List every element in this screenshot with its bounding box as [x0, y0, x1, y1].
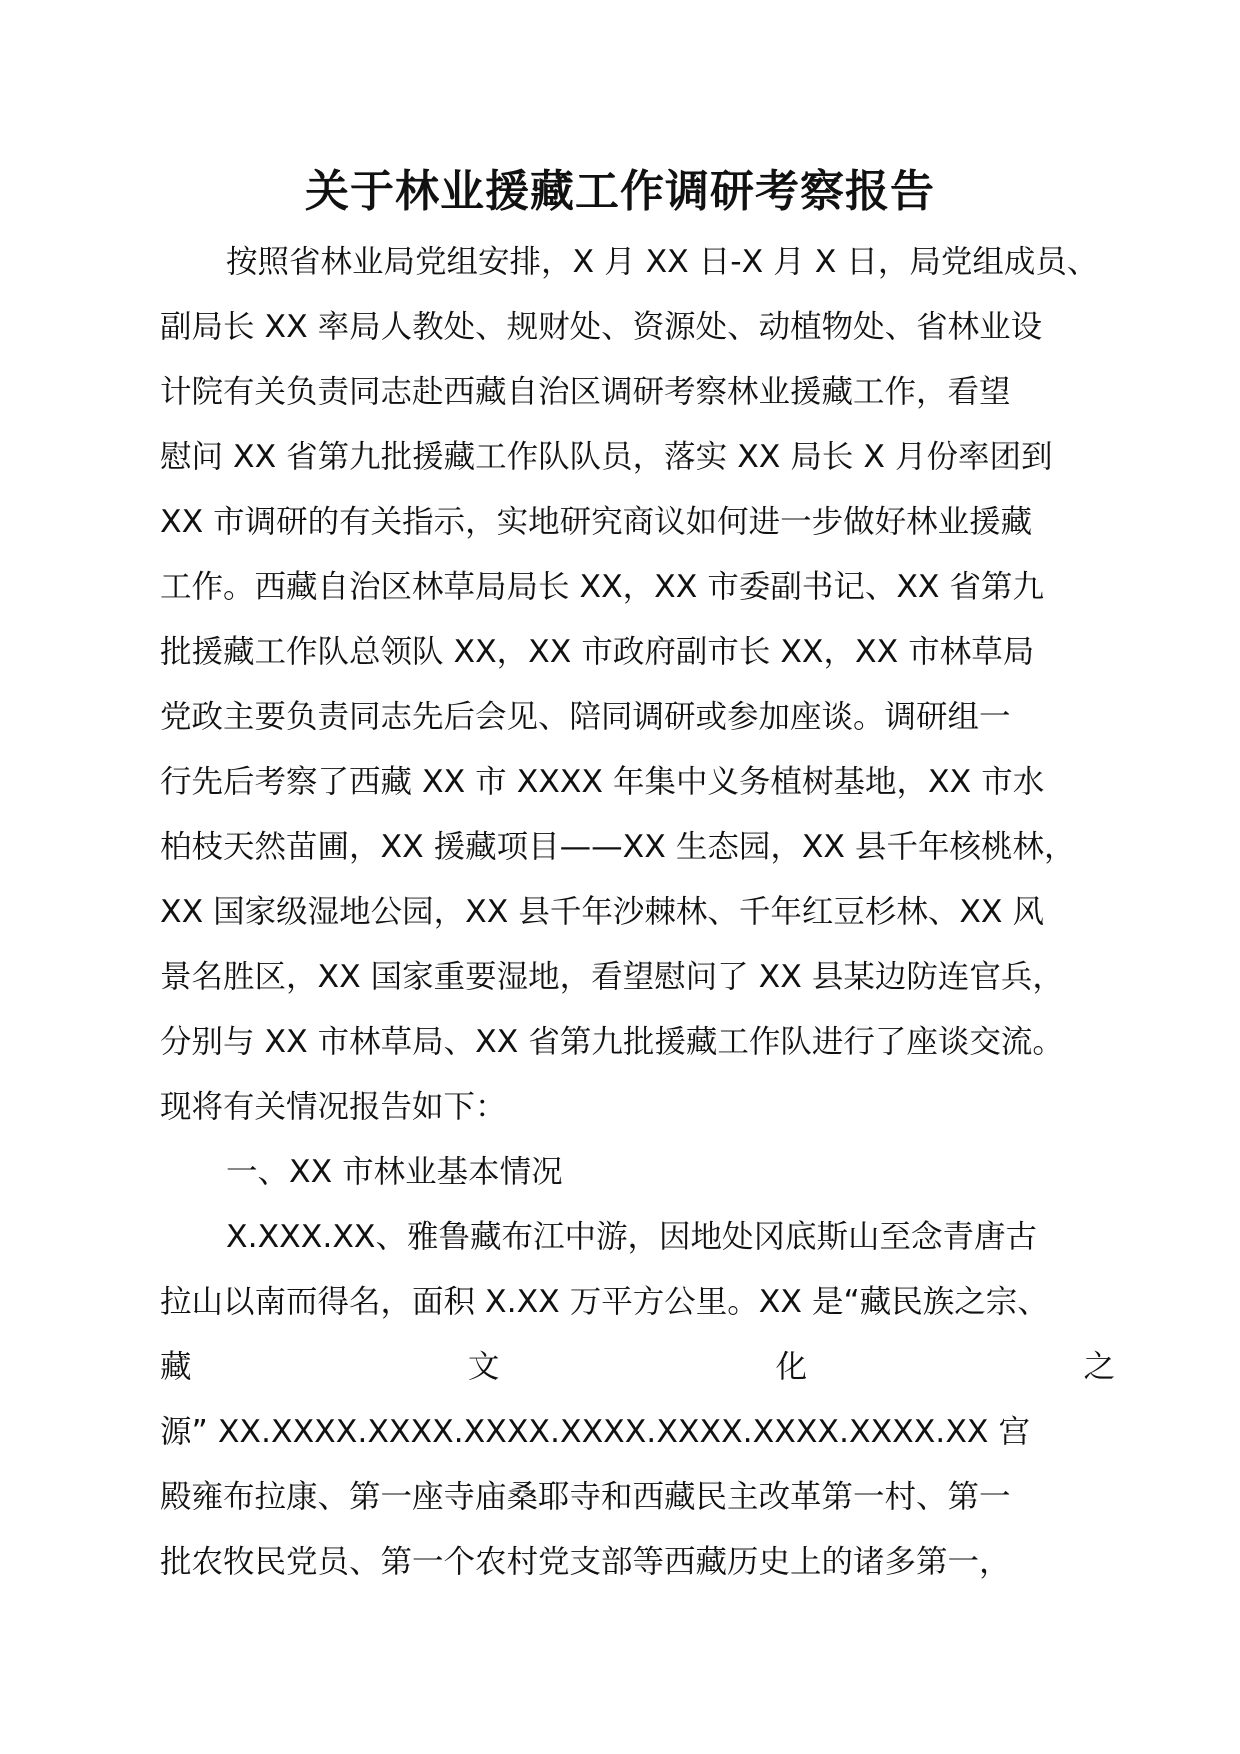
- text-line: 计院有关负责同志赴西藏自治区调研考察林业援藏工作，看望: [160, 374, 1011, 410]
- spread-text-line: [160, 1335, 1115, 1400]
- text-line: XX 市调研的有关指示，实地研究商议如何进一步做好林业援藏: [160, 504, 1033, 540]
- spread-char: 之: [1083, 1349, 1115, 1385]
- text-line: 柏枝天然苗圃，XX 援藏项目——XX 生态园，XX 县千年核桃林，: [160, 829, 1076, 865]
- text-line: X.XXX.XX、雅鲁藏布江中游，因地处冈底斯山至念青唐古: [226, 1219, 1038, 1255]
- text-line: 工作。西藏自治区林草局局长 XX，XX 市委副书记、XX 省第九: [160, 569, 1045, 605]
- document-title: 关于林业援藏工作调研考察报告: [305, 166, 935, 217]
- paragraph-block: [160, 230, 1115, 1335]
- text-line: 行先后考察了西藏 XX 市 XXXX 年集中义务植树基地，XX 市水: [160, 764, 1045, 800]
- text-line: 副局长 XX 率局人教处、规财处、资源处、动植物处、省林业设: [160, 309, 1043, 345]
- text-line: XX 国家级湿地公园，XX 县千年沙棘林、千年红豆杉林、XX 风: [160, 894, 1045, 930]
- text-line: 按照省林业局党组安排，X 月 XX 日-X 月 X 日，局党组成员、: [226, 244, 1099, 280]
- text-line: 分别与 XX 市林草局、XX 省第九批援藏工作队进行了座谈交流。: [160, 1024, 1064, 1060]
- text-line: 批农牧民党员、第一个农村党支部等西藏历史上的诸多第一，: [160, 1544, 1011, 1580]
- document-body: [160, 230, 1115, 1595]
- text-line: 批援藏工作队总领队 XX，XX 市政府副市长 XX，XX 市林草局: [160, 634, 1035, 670]
- text-line: 党政主要负责同志先后会见、陪同调研或参加座谈。调研组一: [160, 699, 1011, 735]
- spread-char: 藏: [160, 1349, 192, 1385]
- text-line: 拉山以南而得名，面积 X.XX 万平方公里。XX 是“藏民族之宗、: [160, 1284, 1049, 1320]
- text-line: 慰问 XX 省第九批援藏工作队队员，落实 XX 局长 X 月份率团到: [160, 439, 1053, 475]
- spread-char: 文: [467, 1349, 500, 1385]
- text-line: 殿雍布拉康、第一座寺庙桑耶寺和西藏民主改革第一村、第一: [160, 1479, 1011, 1515]
- text-line: 一、XX 市林业基本情况: [226, 1154, 563, 1190]
- text-line: 现将有关情况报告如下：: [160, 1089, 507, 1125]
- text-line: 景名胜区，XX 国家重要湿地，看望慰问了 XX 县某边防连官兵，: [160, 959, 1064, 995]
- spread-char: 化: [775, 1349, 808, 1385]
- paragraph-block: [160, 1400, 1115, 1595]
- text-line: 源” XX.XXXX.XXXX.XXXX.XXXX.XXXX.XXXX.XXXX.XX 宫: [160, 1414, 1030, 1450]
